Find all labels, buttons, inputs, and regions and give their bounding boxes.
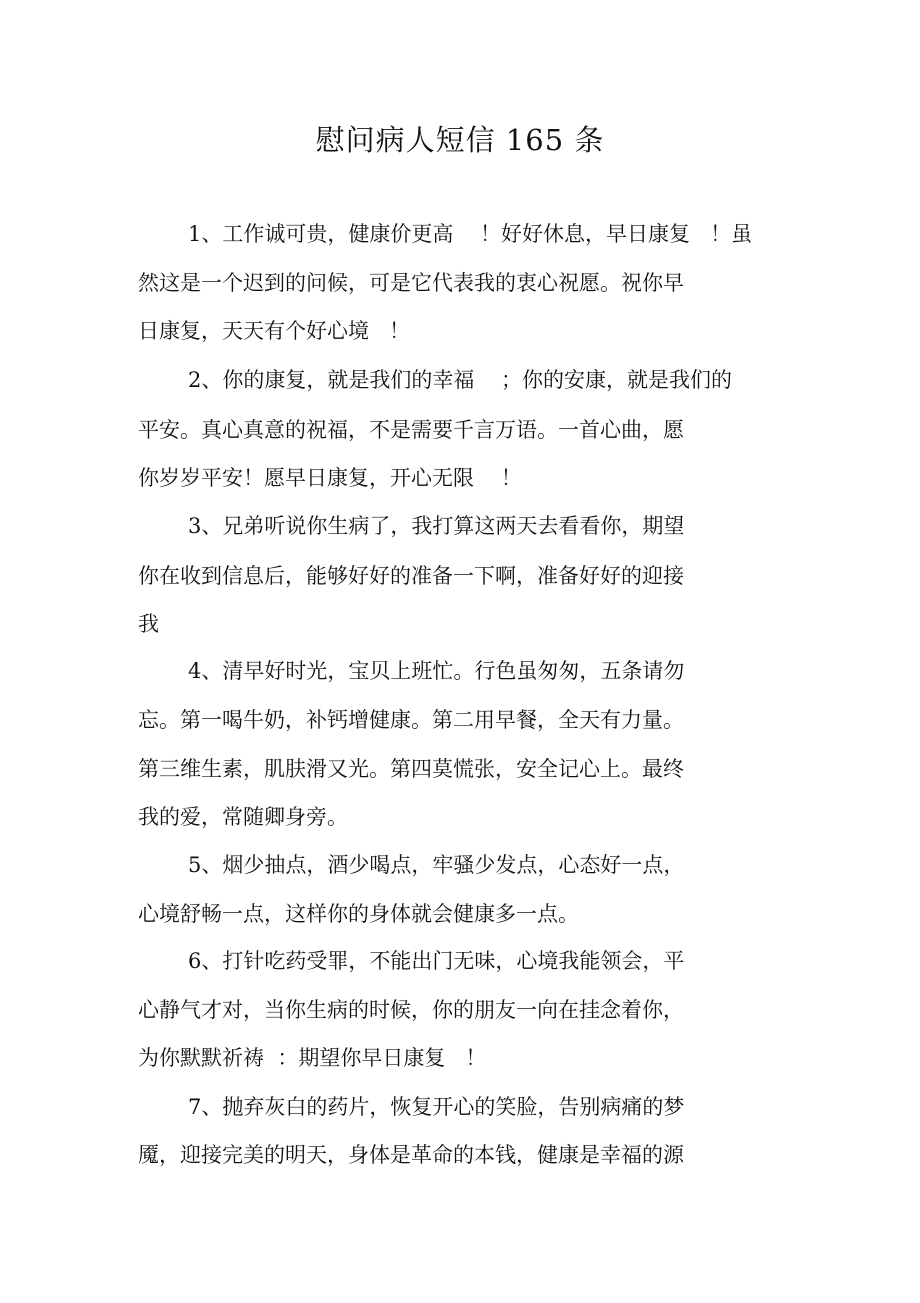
document-title: 慰问病人短信 165 条 <box>315 123 605 157</box>
paragraph-3-line-1: 3、兄弟听说你生病了，我打算这两天去看看你，期望 <box>188 514 685 538</box>
paragraph-1-line-2: 然这是一个迟到的问候，可是它代表我的衷心祝愿。祝你早 <box>138 271 684 295</box>
paragraph-2-line-3: 你岁岁平安！愿早日康复，开心无限 ！ <box>138 466 522 490</box>
paragraph-6-line-2: 心静气才对，当你生病的时候，你的朋友一向在挂念着你， <box>138 998 684 1022</box>
paragraph-6-line-3: 为你默默祈祷 ：期望你早日康复 ！ <box>138 1046 487 1070</box>
paragraph-2-line-2: 平安。真心真意的祝福，不是需要千言万语。一首心曲，愿 <box>138 418 684 442</box>
paragraph-4-line-1: 4、清早好时光，宝贝上班忙。行色虽匆匆，五条请勿 <box>188 659 685 683</box>
paragraph-7-line-2: 魇，迎接完美的明天，身体是革命的本钱，健康是幸福的源 <box>138 1143 684 1167</box>
paragraph-2-line-1: 2、你的康复，就是我们的幸福 ；你的安康，就是我们的 <box>188 368 733 392</box>
paragraph-3-line-3: 我 <box>138 612 159 636</box>
paragraph-4-line-4: 我的爱，常随卿身旁。 <box>138 805 348 829</box>
paragraph-7-line-1: 7、抛弃灰白的药片，恢复开心的笑脸，告别病痛的梦 <box>188 1095 685 1119</box>
paragraph-4-line-2: 忘。第一喝牛奶，补钙增健康。第二用早餐，全天有力量。 <box>138 708 684 732</box>
paragraph-1-line-3: 日康复，天天有个好心境 ！ <box>138 319 411 343</box>
paragraph-3-line-2: 你在收到信息后，能够好好的准备一下啊，准备好好的迎接 <box>138 564 684 588</box>
paragraph-5-line-2: 心境舒畅一点，这样你的身体就会健康多一点。 <box>138 902 579 926</box>
paragraph-6-line-1: 6、打针吃药受罪，不能出门无味，心境我能领会，平 <box>188 949 685 973</box>
paragraph-4-line-3: 第三维生素，肌肤滑又光。第四莫慌张，安全记心上。最终 <box>138 757 684 781</box>
paragraph-5-line-1: 5、烟少抽点，酒少喝点，牢骚少发点，心态好一点， <box>188 853 685 877</box>
paragraph-1-line-1: 1、工作诚可贵，健康价更高 ！好好休息，早日康复 ！虽 <box>188 222 753 246</box>
